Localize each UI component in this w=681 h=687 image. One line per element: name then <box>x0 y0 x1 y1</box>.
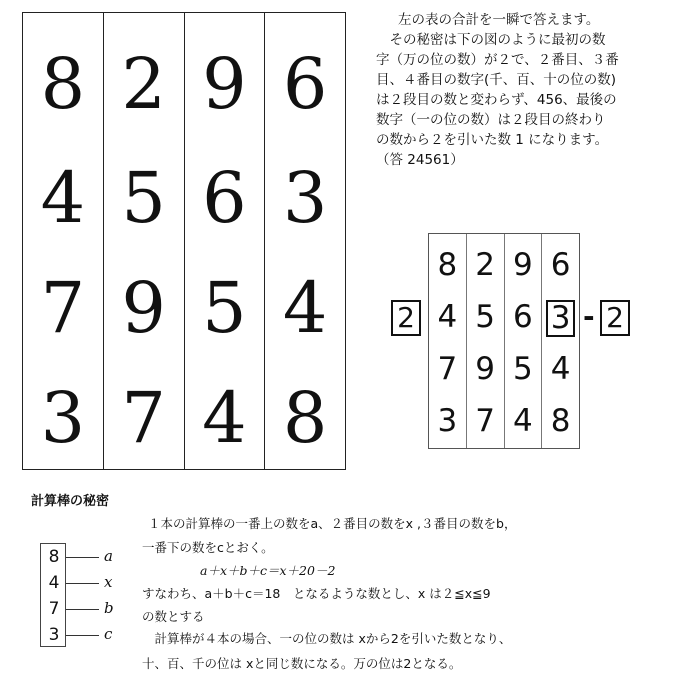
subtrahend-box: 2 <box>600 300 630 336</box>
explanation-line: は２段目の数と変わらず、456、最後の <box>376 92 617 108</box>
diagram-sticks-grid <box>428 233 580 449</box>
variable-label: a <box>104 547 113 565</box>
secret-text-line: 十、百、千の位は xと同じ数になる。万の位は2となる。 <box>142 656 462 671</box>
stick-digit: 9 <box>121 267 166 349</box>
variable-label: b <box>104 599 114 617</box>
diagram-stick-1 <box>429 234 467 448</box>
diagram-digit-highlighted: 3 <box>546 300 575 337</box>
diagram-digit: 9 <box>475 351 495 387</box>
secret-text-line: 一番下の数をcとおく。 <box>142 540 274 555</box>
stick-digit: 4 <box>202 377 247 459</box>
diagram-digit: 6 <box>550 247 571 283</box>
diagram-digit: 7 <box>437 351 458 387</box>
stick-digit: 4 <box>282 267 328 349</box>
explanation-line: 目、４番目の数字(千、百、十の位の数) <box>376 72 617 88</box>
secret-text-line: 計算棒が４本の場合、一の位の数は xから2を引いた数となり、 <box>142 631 512 646</box>
stick-digit: 5 <box>202 267 247 349</box>
equation: a＋x＋b＋c＝x＋20－2 <box>200 563 336 578</box>
explanation-line: 字（万の位の数）が２で、２番目、３番 <box>376 52 619 68</box>
answer-line: （答 24561） <box>376 152 464 168</box>
explanation-line: 数字（一の位の数）は２段目の終わり <box>376 112 606 128</box>
stick-digit: 6 <box>282 43 328 125</box>
stick-digit: 3 <box>282 157 328 239</box>
diagram-digit: 4 <box>513 403 533 439</box>
stick-digit: 7 <box>40 267 86 349</box>
stick-digit: 6 <box>202 157 247 239</box>
mini-stick-digit: 8 <box>48 547 60 567</box>
calculation-stick-2 <box>104 13 185 469</box>
ten-thousands-digit-box: 2 <box>391 300 421 336</box>
leader-line <box>66 583 99 584</box>
explanation-line: の数から２を引いた数 1 になります。 <box>376 132 609 148</box>
diagram-digit: 9 <box>513 247 533 283</box>
diagram-digit: 8 <box>550 403 571 439</box>
diagram-digit: 7 <box>475 403 495 439</box>
minus-sign: - <box>583 300 595 333</box>
leader-line <box>66 635 99 636</box>
explanation-line: 左の表の合計を一瞬で答えます。 <box>398 12 600 28</box>
stick-digit: 7 <box>121 377 166 459</box>
calculation-stick-1 <box>23 13 104 469</box>
diagram-digit: 8 <box>437 247 458 283</box>
mini-stick-digit: 7 <box>48 599 60 619</box>
mini-calculation-stick <box>40 543 66 647</box>
calculation-stick-3 <box>185 13 266 469</box>
calculation-stick-4 <box>265 13 345 469</box>
calculation-sticks-grid <box>22 12 346 470</box>
stick-digit: 3 <box>40 377 86 459</box>
secret-text-line: すなわち、a＋b＋c＝18 となるような数とし、x は２≦x≦9 <box>142 586 491 601</box>
diagram-stick-3 <box>505 234 543 448</box>
diagram-stick-4 <box>542 234 579 448</box>
section-title: 計算棒の秘密 <box>31 494 110 509</box>
diagram-digit: 5 <box>513 351 533 387</box>
diagram-digit: 4 <box>437 299 458 335</box>
diagram-digit: 5 <box>475 299 495 335</box>
variable-label: x <box>104 573 113 591</box>
stick-digit: 9 <box>202 43 247 125</box>
secret-text-line: １本の計算棒の一番上の数をa、２番目の数をx ,３番目の数をb， <box>148 516 517 531</box>
leader-line <box>66 557 99 558</box>
mini-stick-digit: 3 <box>48 625 60 645</box>
diagram-digit: 6 <box>513 299 533 335</box>
stick-digit: 8 <box>40 43 86 125</box>
diagram-stick-2 <box>467 234 505 448</box>
diagram-digit: 3 <box>437 403 458 439</box>
explanation-line: その秘密は下の図のように最初の数 <box>376 32 606 48</box>
diagram-digit: 2 <box>475 247 495 283</box>
explanation-text <box>376 10 619 170</box>
stick-digit: 4 <box>40 157 86 239</box>
secret-text-line: の数とする <box>142 609 205 624</box>
variable-label: c <box>104 625 113 643</box>
stick-digit: 5 <box>121 157 166 239</box>
stick-digit: 2 <box>121 43 166 125</box>
diagram-digit: 4 <box>550 351 571 387</box>
leader-line <box>66 609 99 610</box>
mini-stick-digit: 4 <box>48 573 60 593</box>
stick-digit: 8 <box>282 377 328 459</box>
